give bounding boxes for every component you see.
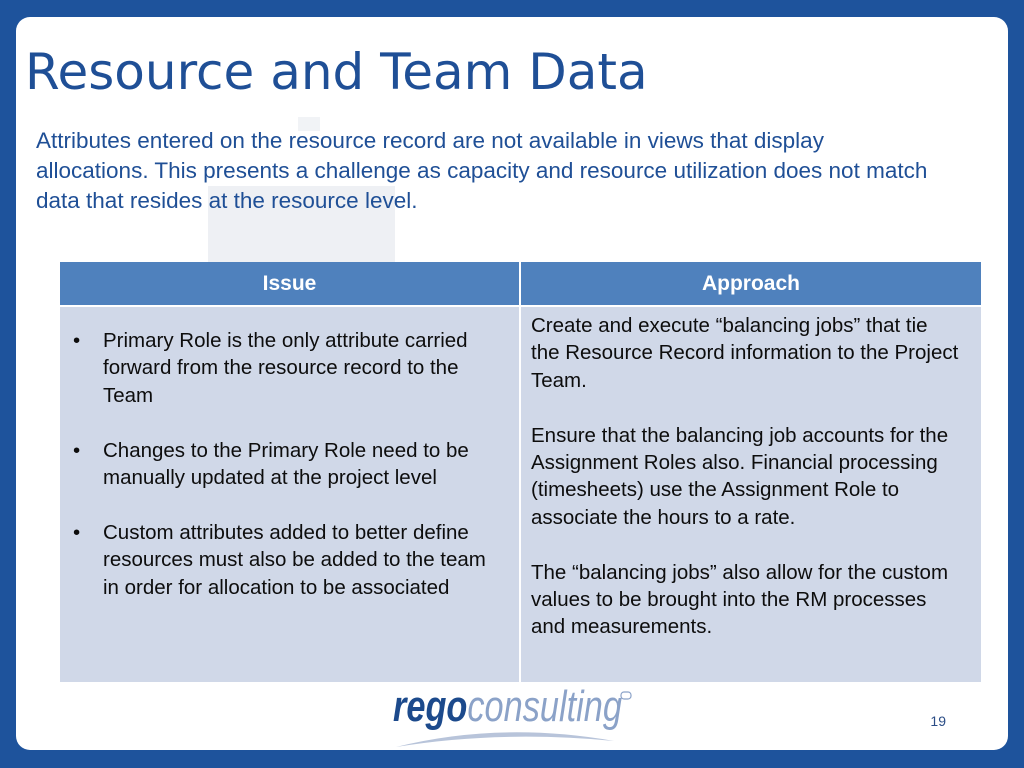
bullet-text-line: forward from the resource record to the (103, 356, 459, 380)
intro-line: Attributes entered on the resource record are not available in views that display (36, 128, 824, 153)
intro-line: allocations. This presents a challenge as capacity and resource utilization does not match (36, 158, 928, 183)
approach-paragraph (531, 422, 981, 532)
bullet-text-line: manually updated at the project level (103, 465, 437, 489)
approach-text-line: Team. (531, 368, 587, 392)
issue-bullet (60, 437, 519, 492)
bullet-text-line: Changes to the Primary Role need to be (103, 438, 469, 462)
approach-cell (521, 307, 981, 682)
approach-text-line: (timesheets) use the Assignment Role to (531, 478, 900, 502)
approach-text-line: Create and execute “balancing jobs” that tie (531, 314, 928, 337)
table-header-issue: Issue (60, 262, 519, 305)
approach-text-line: and measurements. (531, 615, 713, 639)
approach-paragraph (531, 312, 981, 394)
bullet-glyph: • (73, 438, 81, 462)
issue-bullet (60, 519, 519, 601)
approach-text-line: the Resource Record information to the Project (531, 341, 959, 365)
logo-consulting-text: consulting (467, 682, 622, 731)
bullet-text-line: Custom attributes added to better define (103, 520, 469, 544)
slide-title: Resource and Team Data (25, 43, 648, 101)
issue-bullet (60, 327, 519, 409)
intro-line: data that resides at the resource level. (36, 188, 418, 213)
logo-rego-text: rego (393, 682, 468, 731)
approach-text-line: values to be brought into the RM processes (531, 587, 927, 611)
approach-text-line: Assignment Roles also. Financial processing (531, 450, 938, 474)
bullet-text-line: resources must also be added to the team (103, 548, 486, 572)
issue-cell (60, 307, 519, 682)
bullet-glyph: • (73, 520, 81, 544)
trademark-mark-icon (620, 691, 632, 701)
approach-text-line: The “balancing jobs” also allow for the custom (531, 560, 949, 584)
issue-approach-table (60, 262, 981, 682)
bullet-glyph: • (73, 329, 81, 352)
page-number: 19 (930, 713, 946, 729)
approach-paragraph (531, 559, 981, 641)
table-header-approach: Approach (521, 262, 981, 305)
approach-text-line: Ensure that the balancing job accounts for the (531, 423, 949, 447)
bullet-text-line: Team (103, 383, 154, 407)
bullet-text-line: Primary Role is the only attribute carried (103, 329, 468, 352)
rego-consulting-logo (393, 682, 622, 731)
intro-paragraph (36, 126, 927, 216)
bullet-text-line: in order for allocation to be associated (103, 575, 450, 599)
approach-text-line: associate the hours to a rate. (531, 505, 796, 529)
